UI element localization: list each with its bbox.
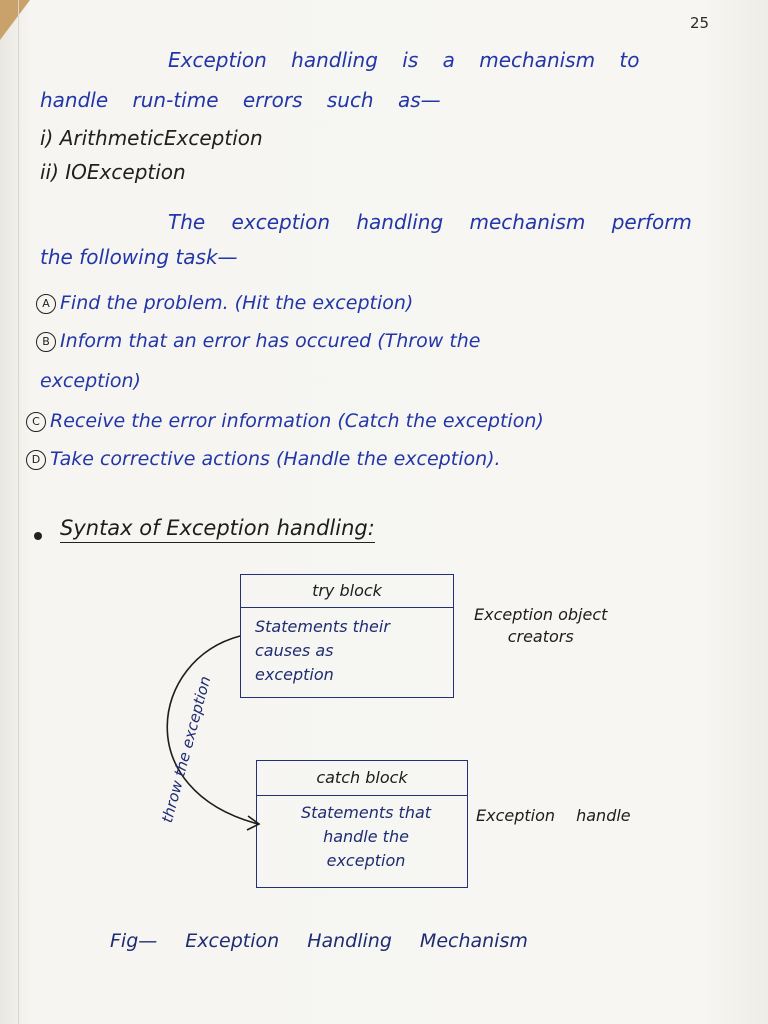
figure-caption: Fig— Exception Handling Mechanism xyxy=(110,930,528,952)
task-text-b-continuation: exception) xyxy=(40,370,141,392)
try-side-label: Exception object creators xyxy=(474,605,608,646)
task-text-d: Take corrective actions (Handle the exception). xyxy=(50,448,501,470)
task-marker-c: C xyxy=(26,412,46,432)
page-number: 25 xyxy=(690,14,710,32)
example-item-2: ii) IOException xyxy=(40,160,186,184)
tasks-intro-line-2: the following task— xyxy=(40,245,238,269)
task-text-b: Inform that an error has occured (Throw the xyxy=(60,330,481,352)
section-heading: Syntax of Exception handling: xyxy=(60,516,375,543)
example-item-1: i) ArithmeticException xyxy=(40,126,263,150)
try-block-body: Statements their causes as exception xyxy=(255,617,390,684)
intro-line-2: handle run-time errors such as— xyxy=(40,88,441,112)
intro-line-1: Exception handling is a mechanism to xyxy=(168,48,640,72)
task-marker-a: A xyxy=(36,294,56,314)
catch-block-title: catch block xyxy=(257,761,467,796)
tasks-intro-line-1: The exception handling mechanism perform xyxy=(168,210,692,234)
task-marker-b: B xyxy=(36,332,56,352)
arrow-label: throw the exception xyxy=(158,674,215,825)
task-text-a: Find the problem. (Hit the exception) xyxy=(60,292,414,314)
catch-block-body: Statements that handle the exception xyxy=(300,803,432,870)
task-text-c: Receive the error information (Catch the exception) xyxy=(50,410,544,432)
task-marker-d: D xyxy=(26,450,46,470)
try-block-title: try block xyxy=(241,575,453,608)
catch-side-label: Exception handle xyxy=(476,806,631,825)
